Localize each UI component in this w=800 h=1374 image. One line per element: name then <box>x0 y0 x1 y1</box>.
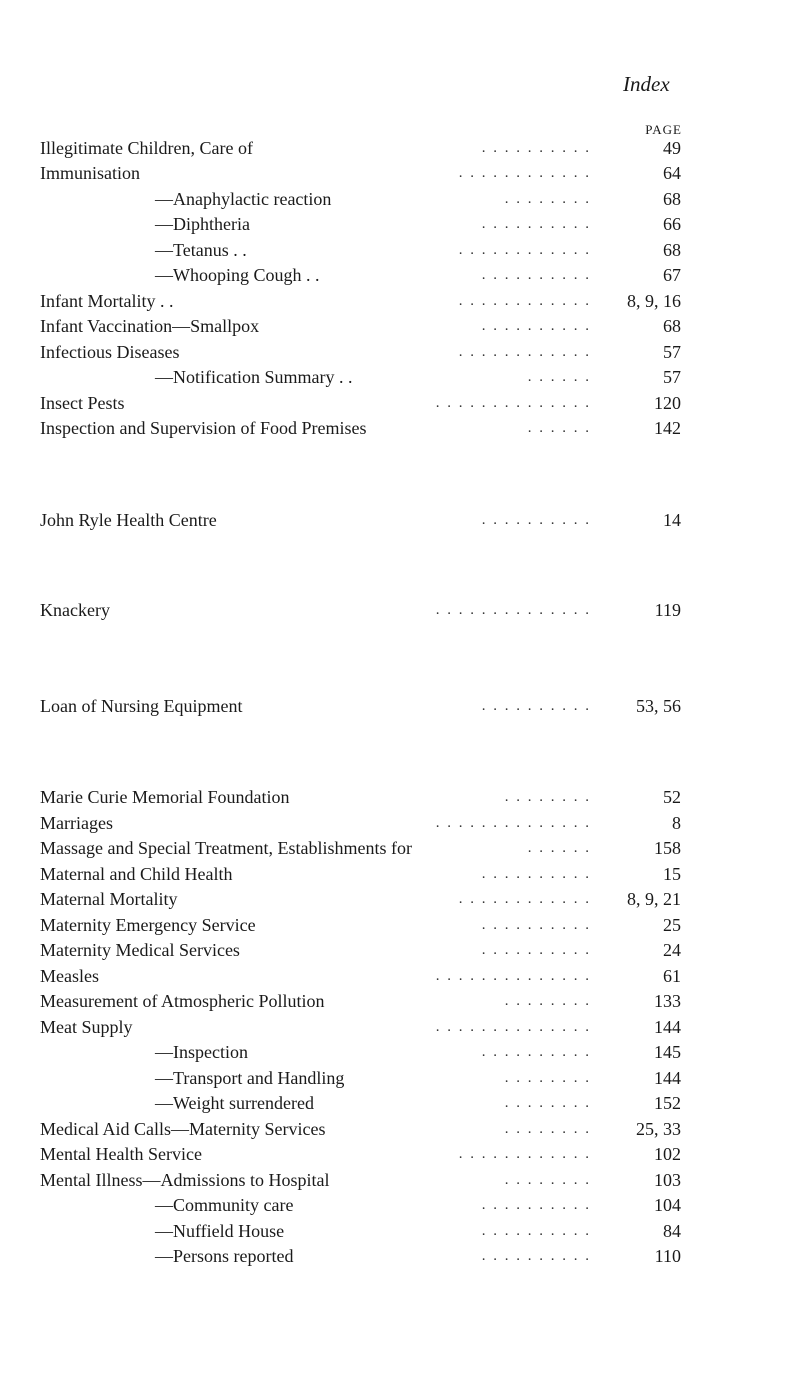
page-title: Index <box>623 72 670 96</box>
dot-leader: . . . . . . . . . . <box>481 267 591 283</box>
index-entry <box>40 161 681 185</box>
entry-term: Mental Health Service <box>40 1144 202 1164</box>
entry-term: —Inspection <box>155 1042 248 1062</box>
entry-term: —Anaphylactic reaction <box>155 189 332 209</box>
index-entry <box>40 1142 681 1166</box>
entry-page-numbers: 53, 56 <box>636 696 681 716</box>
index-entry <box>40 416 681 440</box>
entry-page-numbers: 133 <box>654 991 681 1011</box>
index-entry <box>40 1244 681 1268</box>
index-entry <box>40 1219 681 1243</box>
index-entry <box>40 785 681 809</box>
entry-page-numbers: 68 <box>663 316 681 336</box>
entry-term: Measles <box>40 966 99 986</box>
dot-leader: . . . . . . . . . . <box>481 1044 591 1060</box>
index-entry <box>40 887 681 911</box>
dot-leader: . . . . . . . . . . <box>481 1197 591 1213</box>
entry-term: Insect Pests <box>40 393 125 413</box>
index-entry <box>40 1015 681 1039</box>
entry-page-numbers: 144 <box>654 1068 681 1088</box>
entry-page-numbers: 144 <box>654 1017 681 1037</box>
dot-leader: . . . . . . . . <box>504 1095 591 1111</box>
dot-leader: . . . . . . . . . . . . <box>458 242 591 258</box>
entry-page-numbers: 104 <box>654 1195 681 1215</box>
entry-term: Meat Supply <box>40 1017 133 1037</box>
entry-term: Immunisation <box>40 163 140 183</box>
entry-page-numbers: 8, 9, 21 <box>627 889 681 909</box>
dot-leader: . . . . . . . . <box>504 191 591 207</box>
dot-leader: . . . . . . . . . . . . . . <box>435 968 591 984</box>
entry-page-numbers: 145 <box>654 1042 681 1062</box>
entry-page-numbers: 57 <box>663 367 681 387</box>
entry-term: Mental Illness—Admissions to Hospital <box>40 1170 330 1190</box>
entry-term: Measurement of Atmospheric Pollution <box>40 991 325 1011</box>
entry-page-numbers: 120 <box>654 393 681 413</box>
entry-term: Infant Mortality . . <box>40 291 174 311</box>
dot-leader: . . . . . . . . <box>504 1121 591 1137</box>
index-entry <box>40 1168 681 1192</box>
entry-page-numbers: 8 <box>672 813 681 833</box>
dot-leader: . . . . . . . . . . <box>481 512 591 528</box>
dot-leader: . . . . . . . . . . <box>481 866 591 882</box>
dot-leader: . . . . . . . . . . . . . . <box>435 815 591 831</box>
index-entry <box>40 989 681 1013</box>
index-entry <box>40 136 681 160</box>
dot-leader: . . . . . . . . . . <box>481 917 591 933</box>
entry-term: —Diphtheria <box>155 214 250 234</box>
dot-leader: . . . . . . . . . . . . <box>458 891 591 907</box>
entry-term: Inspection and Supervision of Food Premises <box>40 418 367 438</box>
dot-leader: . . . . . . . . . . . . <box>458 344 591 360</box>
index-entry <box>40 508 681 532</box>
dot-leader: . . . . . . . . . . <box>481 698 591 714</box>
entry-page-numbers: 158 <box>654 838 681 858</box>
dot-leader: . . . . . . . . <box>504 1070 591 1086</box>
dot-leader: . . . . . . <box>527 420 591 436</box>
index-entry <box>40 862 681 886</box>
entry-term: —Nuffield House <box>155 1221 285 1241</box>
entry-page-numbers: 25 <box>663 915 681 935</box>
index-entry <box>40 391 681 415</box>
entry-term: Maternal Mortality <box>40 889 178 909</box>
index-entry <box>40 811 681 835</box>
index-entry <box>40 598 681 622</box>
dot-leader: . . . . . . . . . . <box>481 318 591 334</box>
entry-page-numbers: 24 <box>663 940 681 960</box>
entry-term: Knackery <box>40 600 110 620</box>
page-column-header: PAGE <box>645 122 682 137</box>
entry-term: Maternity Emergency Service <box>40 915 256 935</box>
entry-page-numbers: 52 <box>663 787 681 807</box>
entry-page-numbers: 67 <box>663 265 681 285</box>
dot-leader: . . . . . . . . . . <box>481 216 591 232</box>
entry-page-numbers: 84 <box>663 1221 681 1241</box>
dot-leader: . . . . . . <box>527 369 591 385</box>
index-entry <box>40 694 681 718</box>
entry-page-numbers: 103 <box>654 1170 681 1190</box>
entry-term: John Ryle Health Centre <box>40 510 217 530</box>
entry-page-numbers: 119 <box>654 600 681 620</box>
index-entry <box>40 1117 681 1141</box>
entry-page-numbers: 68 <box>663 240 681 260</box>
entry-page-numbers: 14 <box>663 510 681 530</box>
index-entry <box>40 938 681 962</box>
index-entry <box>40 913 681 937</box>
dot-leader: . . . . . . . . . . <box>481 140 591 156</box>
entry-term: —Whooping Cough . . <box>155 265 320 285</box>
dot-leader: . . . . . . . . . . . . . . <box>435 602 591 618</box>
entry-term: Maternal and Child Health <box>40 864 233 884</box>
entry-term: Maternity Medical Services <box>40 940 240 960</box>
dot-leader: . . . . . . . . . . . . <box>458 293 591 309</box>
entry-term: —Tetanus . . <box>155 240 247 260</box>
entry-page-numbers: 8, 9, 16 <box>627 291 681 311</box>
entry-term: —Community care <box>155 1195 294 1215</box>
entry-term: Marriages <box>40 813 113 833</box>
index-entry <box>40 263 681 287</box>
dot-leader: . . . . . . . . <box>504 993 591 1009</box>
entry-term: —Persons reported <box>155 1246 294 1266</box>
entry-page-numbers: 152 <box>654 1093 681 1113</box>
entry-page-numbers: 102 <box>654 1144 681 1164</box>
entry-page-numbers: 15 <box>663 864 681 884</box>
index-entry <box>40 836 681 860</box>
index-entry <box>40 238 681 262</box>
index-entry <box>40 340 681 364</box>
index-entry <box>40 187 681 211</box>
dot-leader: . . . . . . <box>527 840 591 856</box>
entry-term: Medical Aid Calls—Maternity Services <box>40 1119 326 1139</box>
entry-term: Infectious Diseases <box>40 342 180 362</box>
entry-page-numbers: 49 <box>663 138 681 158</box>
entry-page-numbers: 57 <box>663 342 681 362</box>
index-entry <box>40 1193 681 1217</box>
entry-term: —Weight surrendered <box>155 1093 314 1113</box>
entry-page-numbers: 142 <box>654 418 681 438</box>
entry-term: Infant Vaccination—Smallpox <box>40 316 260 336</box>
entry-term: —Transport and Handling <box>155 1068 345 1088</box>
entry-page-numbers: 68 <box>663 189 681 209</box>
index-entry <box>40 964 681 988</box>
dot-leader: . . . . . . . . . . . . <box>458 1146 591 1162</box>
index-entry <box>40 1040 681 1064</box>
dot-leader: . . . . . . . . . . <box>481 1248 591 1264</box>
entry-term: Marie Curie Memorial Foundation <box>40 787 290 807</box>
dot-leader: . . . . . . . . . . <box>481 942 591 958</box>
entry-term: Loan of Nursing Equipment <box>40 696 243 716</box>
index-entry <box>40 314 681 338</box>
dot-leader: . . . . . . . . . . . . . . <box>435 395 591 411</box>
entry-term: Illegitimate Children, Care of <box>40 138 253 158</box>
index-entry <box>40 1066 681 1090</box>
entry-page-numbers: 66 <box>663 214 681 234</box>
entry-page-numbers: 61 <box>663 966 681 986</box>
dot-leader: . . . . . . . . <box>504 789 591 805</box>
entry-page-numbers: 25, 33 <box>636 1119 681 1139</box>
entry-page-numbers: 110 <box>654 1246 681 1266</box>
entry-term: Massage and Special Treatment, Establishments for <box>40 838 412 858</box>
index-entry <box>40 212 681 236</box>
dot-leader: . . . . . . . . <box>504 1172 591 1188</box>
dot-leader: . . . . . . . . . . <box>481 1223 591 1239</box>
index-entry <box>40 365 681 389</box>
dot-leader: . . . . . . . . . . . . . . <box>435 1019 591 1035</box>
entry-page-numbers: 64 <box>663 163 681 183</box>
index-entry <box>40 289 681 313</box>
index-entry <box>40 1091 681 1115</box>
entry-term: —Notification Summary . . <box>155 367 353 387</box>
dot-leader: . . . . . . . . . . . . <box>458 165 591 181</box>
